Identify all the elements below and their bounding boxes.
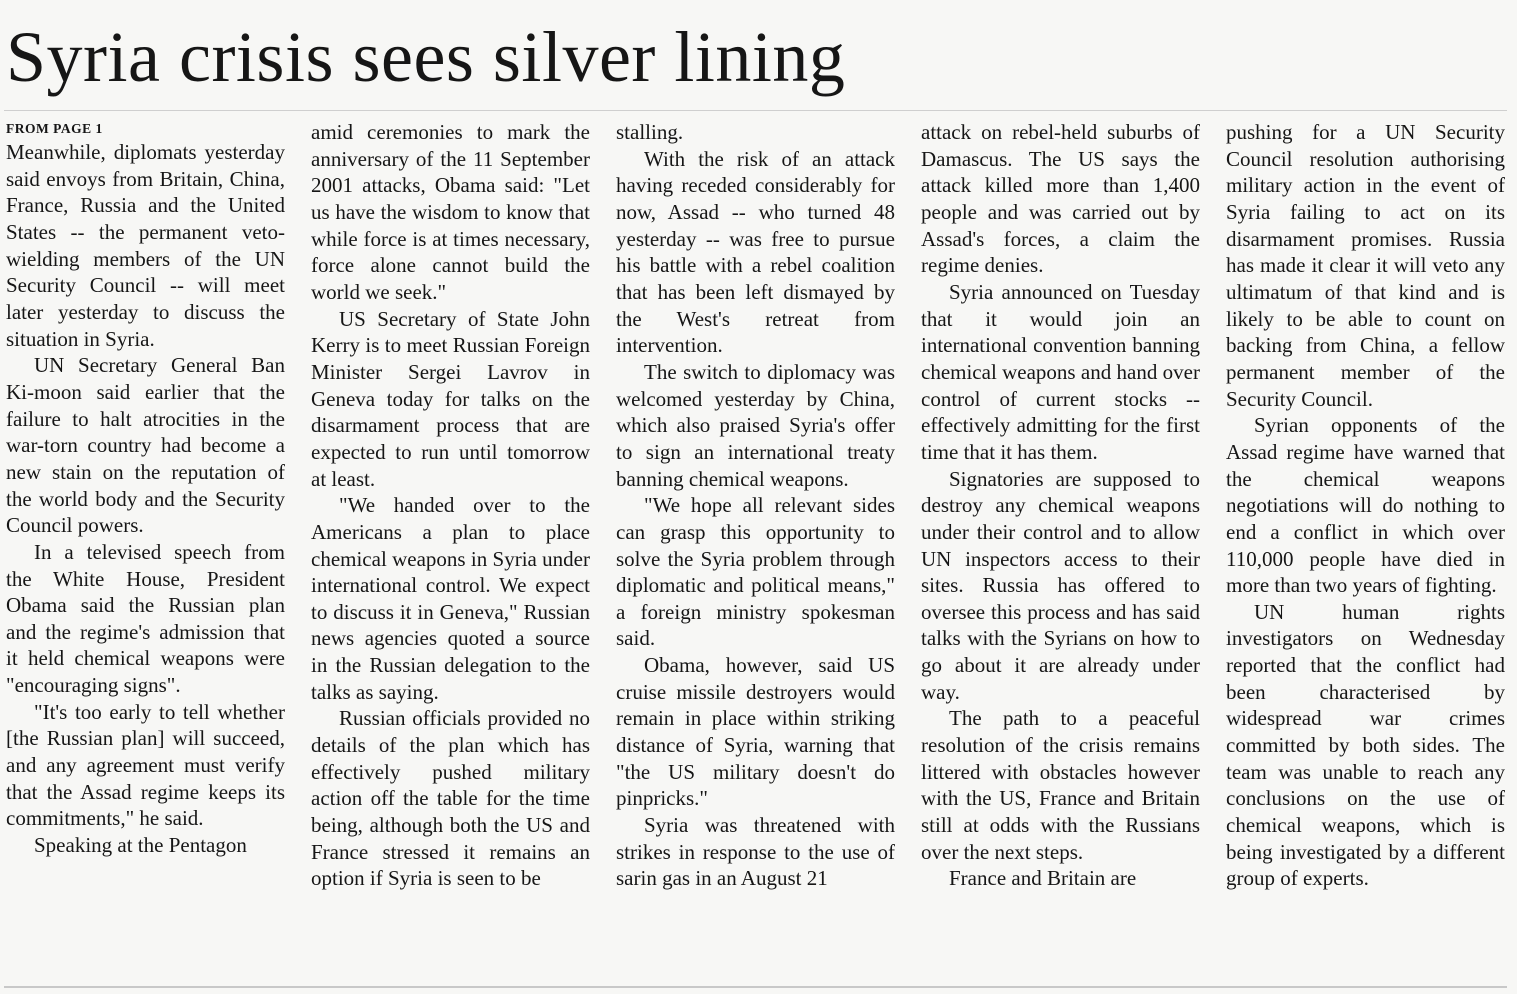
paragraph: Syria was threatened with strikes in response to the use of sarin gas in an August 21 <box>616 813 895 891</box>
paragraph: Meanwhile, diplomats yesterday said envoys from Britain, China, France, Russia and the United States -- the permanent veto-wielding members of the UN Security Council -- will meet later yesterday to discuss the situation in Syria. <box>6 140 285 351</box>
paragraph: pushing for a UN Security Council resolution authorising military action in the event of Syria failing to act on its disarmament promises. Russia has made it clear it will veto any ultimatum of that kind and is likely to be able to count on backing from China, a fellow permanent member of the Security Council. <box>1226 120 1505 411</box>
paragraph: US Secretary of State John Kerry is to meet Russian Foreign Minister Sergei Lavrov in Geneva today for talks on the disarmament process that are expected to run until tomorrow at least. <box>311 306 590 491</box>
paragraph: "It's too early to tell whether [the Russian plan] will succeed, and any agreement must verify that the Assad regime keeps its commitments," he said. <box>6 699 285 831</box>
paragraph: stalling. <box>616 120 684 144</box>
paragraph: France and Britain are <box>949 866 1137 891</box>
paragraph: Signatories are supposed to destroy any chemical weapons under their control and to allow UN inspectors access to their sites. Russia has offered to oversee this process and has said talks with the Syrians on how to go about it are already under way. <box>921 466 1200 704</box>
paragraph: The switch to diplomacy was welcomed yesterday by China, which also praised Syria's offer to sign an international treaty banning chemical weapons. <box>616 359 895 491</box>
article-column-5 <box>1226 119 1505 983</box>
paragraph: In a televised speech from the White House, President Obama said the Russian plan and the regime's admission that it held chemical weapons were "encouraging signs". <box>6 539 285 698</box>
article-column-1 <box>6 119 285 983</box>
continued-from-label: FROM PAGE 1 <box>6 121 103 136</box>
bottom-rule <box>4 986 1507 988</box>
top-rule <box>4 110 1507 111</box>
paragraph: Syrian opponents of the Assad regime have warned that the chemical weapons negotiations will do nothing to end a conflict in which over 110,000 people have died in more than two years of fighting. <box>1226 413 1505 598</box>
paragraph: Russian officials provided no details of the plan which has effectively pushed military action off the table for the time being, although both the US and France stressed it remains an option if Syria is seen to be <box>311 706 590 891</box>
paragraph: Syria announced on Tuesday that it would join an international convention banning chemical weapons and hand over control of current stocks -- effectively admitting for the first time that it has them. <box>921 279 1200 464</box>
article-column-3 <box>616 119 895 983</box>
paragraph: With the risk of an attack having receded considerably for now, Assad -- who turned 48 yesterday -- was free to pursue his battle with a rebel coalition that has been left dismayed by the West's retreat from intervention. <box>616 146 895 358</box>
paragraph: Obama, however, said US cruise missile destroyers would remain in place within striking distance of Syria, warning that "the US military doesn't do pinpricks." <box>616 653 895 811</box>
paragraph: The path to a peaceful resolution of the crisis remains littered with obstacles however with the US, France and Britain still at odds with the Russians over the next steps. <box>921 706 1200 864</box>
paragraph: UN Secretary General Ban Ki-moon said earlier that the failure to halt atrocities in the war-torn country had become a new stain on the reputation of the world body and the Security Council powers. <box>6 353 285 538</box>
headline: Syria crisis sees silver lining <box>6 17 846 97</box>
paragraph: attack on rebel-held suburbs of Damascus. The US says the attack killed more than 1,400 people and was carried out by Assad's forces, a claim the regime denies. <box>921 120 1200 278</box>
paragraph: UN human rights investigators on Wednesday reported that the conflict had been characterised by widespread war crimes committed by both sides. The team was unable to reach any conclusions on the use of chemical weapons, which is being investigated by a different group of experts. <box>1226 599 1505 891</box>
paragraph: "We hope all relevant sides can grasp this opportunity to solve the Syria problem through diplomatic and political means," a foreign ministry spokesman said. <box>616 493 895 651</box>
paragraph: "We handed over to the Americans a plan to place chemical weapons in Syria under international control. We expect to discuss it in Geneva," Russian news agencies quoted a source in the Russian delegation to the talks as saying. <box>311 493 590 704</box>
paragraph: amid ceremonies to mark the anniversary of the 11 September 2001 attacks, Obama said: "Let us have the wisdom to know that while force is at times necessary, force alone cannot build the world we seek." <box>311 120 590 304</box>
article-column-2 <box>311 119 590 983</box>
paragraph: Speaking at the Pentagon <box>34 833 247 858</box>
article-column-4 <box>921 119 1200 983</box>
